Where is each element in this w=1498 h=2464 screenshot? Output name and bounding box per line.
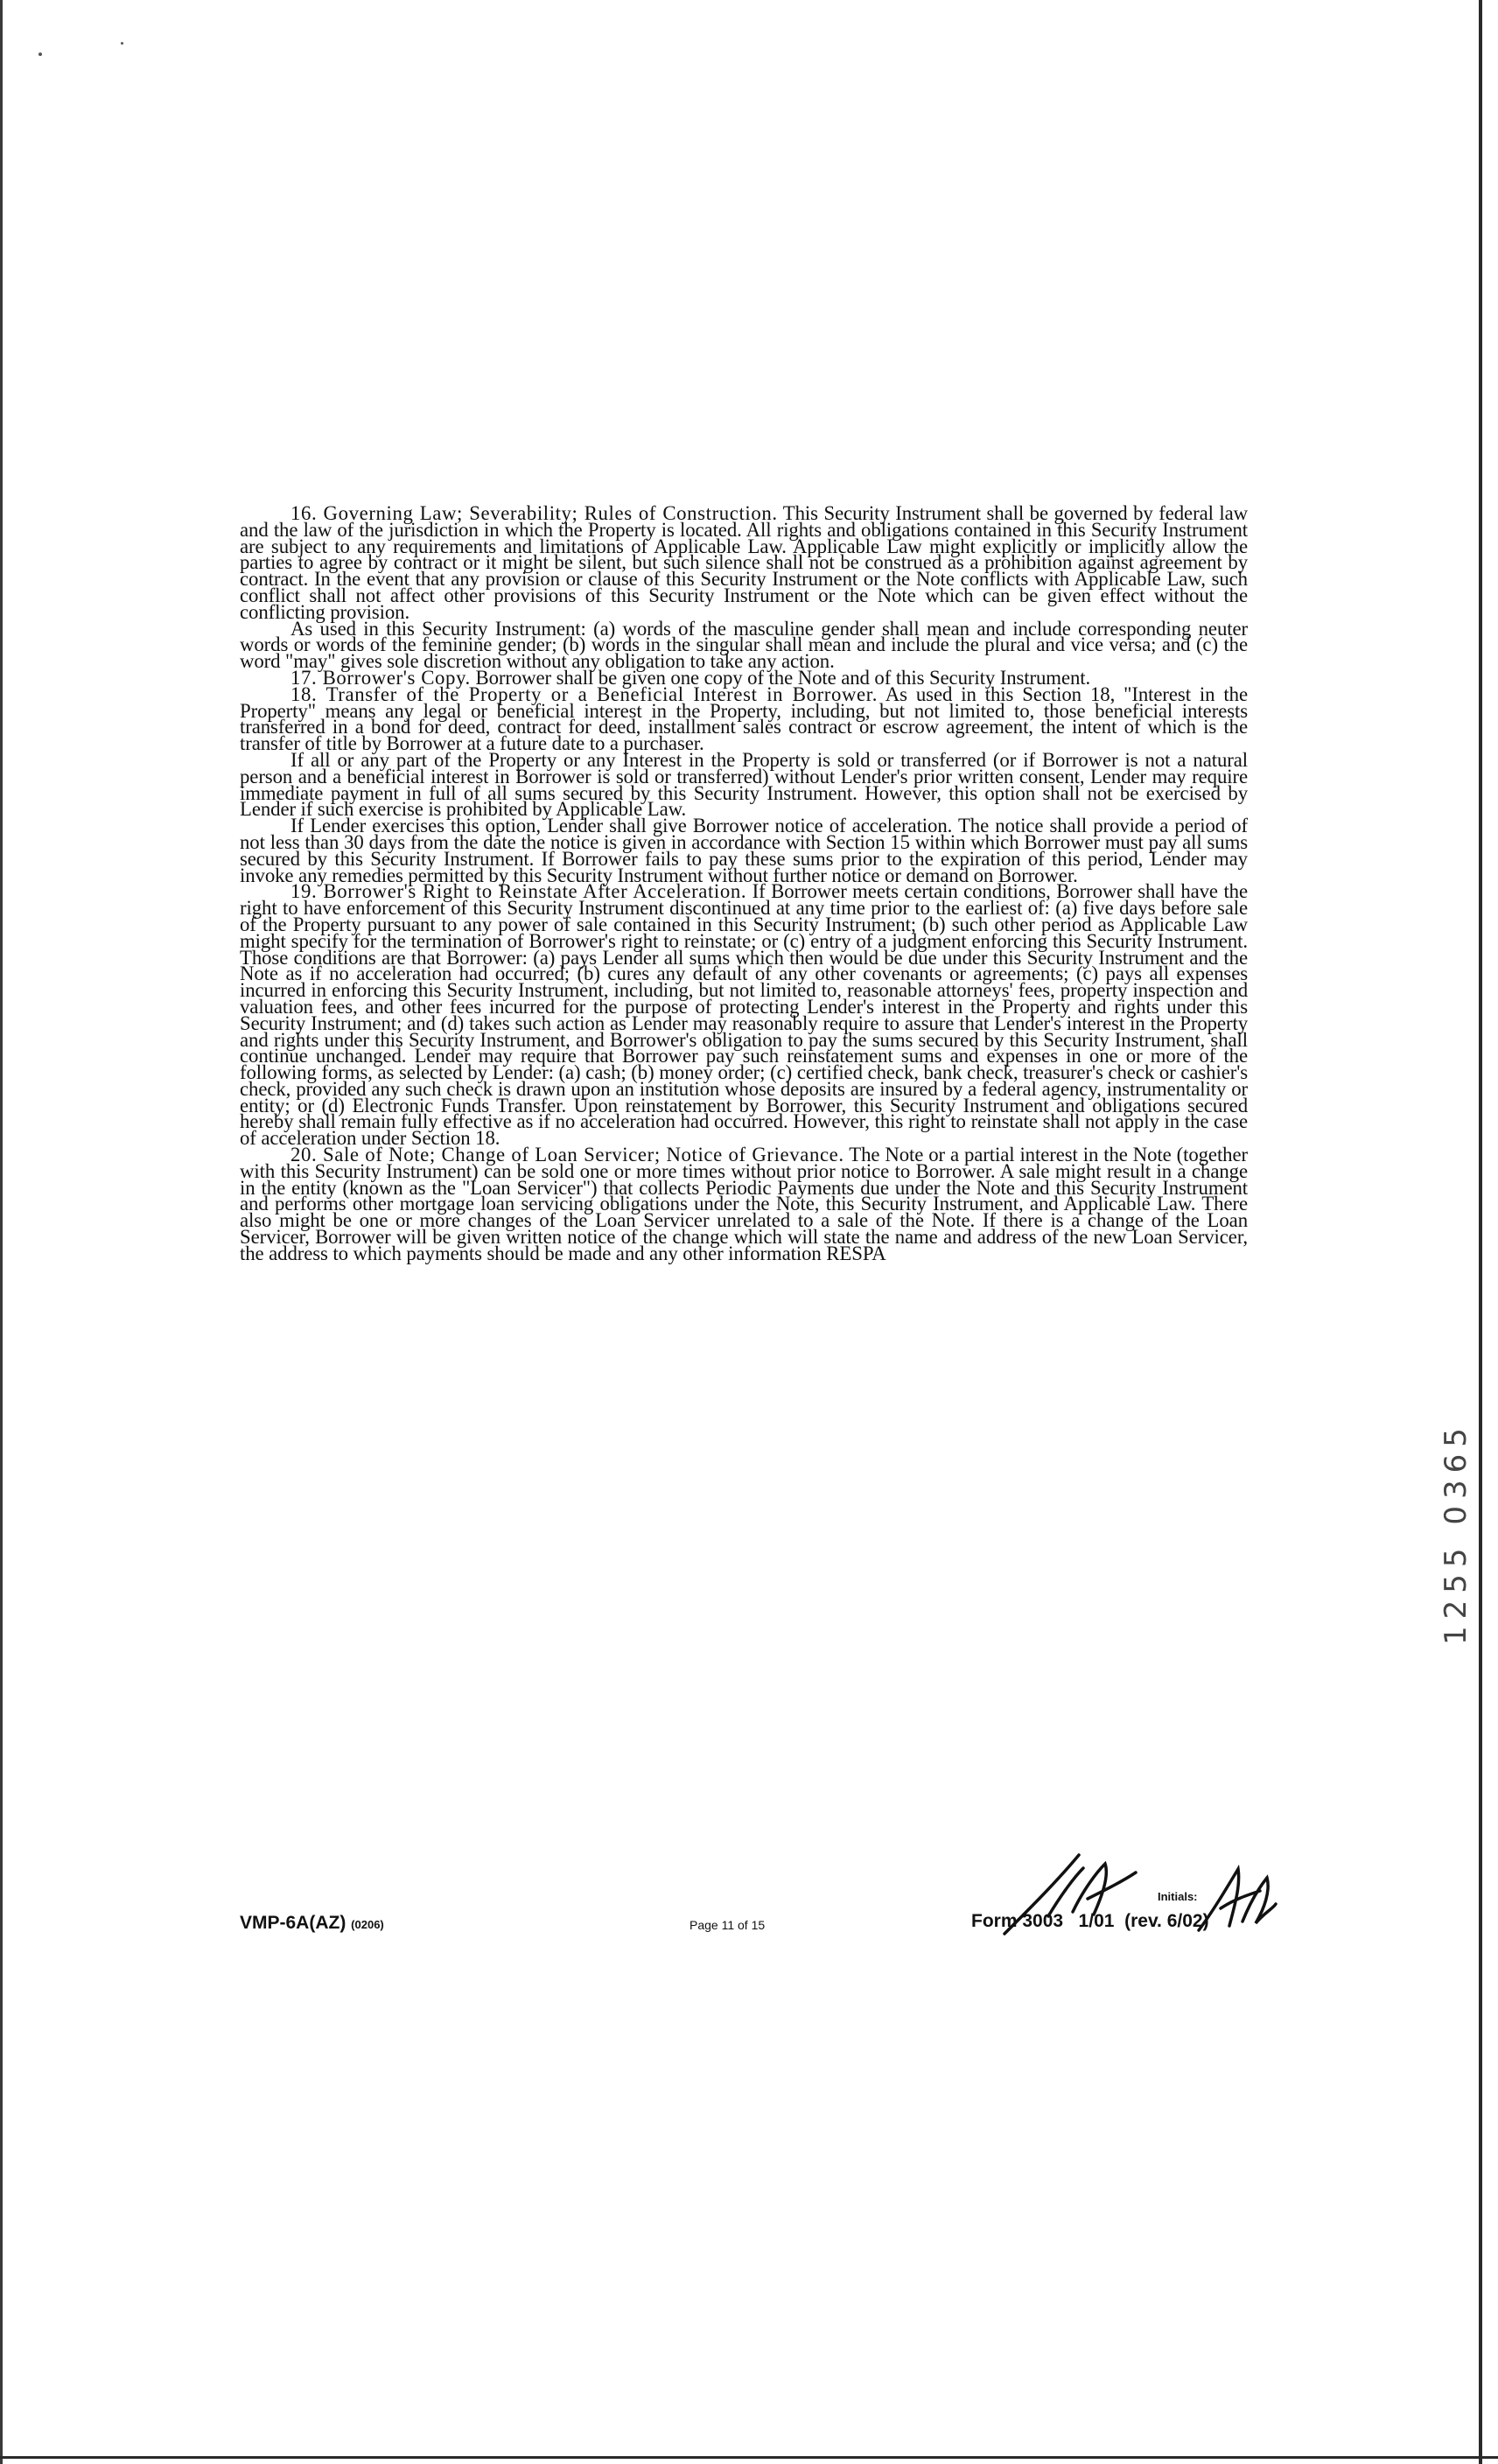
paragraph-text: The Note or a partial interest in the Note (together with this Security Instrument) can be sold one or more times without prior notice to Borrower. A sale might result in a change in the entity (known as the "Loan Servicer") that collects Periodic Payments due under the Note and this Security Instrument and performs other mortgage loan servicing obligations under the Note, this Security Instrument, and Applicable Law. There also might be one or more changes of the Loan Servicer unrelated to a sale of the Note. If there is a change of the Loan Servicer, Borrower will be given written notice of the change which will state the name and address of the new Loan Servicer, the address to which payments should be made and any other information RESPA [240,1144,1248,1264]
initials-label: Initials: [1158,1890,1198,1903]
signature-stroke [1004,1855,1136,1934]
paragraph-18-transfer [240,748,1248,821]
scan-speck [121,42,123,45]
paragraph-text: As used in this Section 18, "Interest in the Property" means any legal or beneficial interest in the Property, including, but not limited to, those beneficial interests transferred in a bond for deed, contract for deed, installment sales contract or escrow agreement, the intent of which is the transfer of title by Borrower at a future date to a purchaser. [240,682,1248,755]
form-code [240,1913,384,1934]
scan-edge-left [0,0,3,2464]
paragraph-19 [240,880,1248,1150]
form-number: Form 3003 1/01 (rev. 6/02) [971,1911,1209,1931]
form-code-suffix: (0206) [351,1918,384,1931]
recording-number: 1255 0365 [1438,1421,1474,1645]
borrower-initials-signature [996,1846,1144,1942]
section-heading-18: 18. Transfer of the Property or a Beneficial Interest in Borrower. [290,682,878,705]
paragraph-text: If all or any part of the Property or any Interest in the Property is sold or transferred (or if Borrower is not a natural person and a beneficial interest in Borrower is sold or transferred) without Lender's prior written consent, Lender may require immediate payment in full of all sums secured by this Security Instrument. However, this option shall not be exercised by Lender if such exercise is prohibited by Applicable Law. [240,748,1248,821]
section-heading-16: 16. Governing Law; Severability; Rules of Construction. [290,502,778,524]
section-heading-19: 19. Borrower's Right to Reinstate After Acceleration. [290,880,747,903]
scan-speck [38,52,42,56]
paragraph-text: Borrower shall be given one copy of the Note and of this Security Instrument. [470,666,1091,689]
paragraph-16-construction [240,617,1248,673]
scan-edge-bottom [0,2456,1498,2459]
section-heading-20: 20. Sale of Note; Change of Loan Servicer; Notice of Grievance. [290,1144,844,1166]
section-heading-17: 17. Borrower's Copy. [290,666,471,689]
document-body [240,502,1248,1264]
paragraph-18 [240,682,1248,755]
paragraph-text: If Borrower meets certain conditions, Borrower shall have the right to have enforcement of this Security Instrument discontinued at any time prior to the earliest of: (a) five days before sale of the Property pursuant to any power of sale contained in this Security Instrument; (b) such other period as Applicable Law might specify for the termination of Borrower's right to reinstate; or (c) entry of a judgment enforcing this Security Instrument. Those conditions are that Borrower: (a) pays Lender all sums which then would be due under this Security Instrument and the Note as if no acceleration had occurred; (b) cures any default of any other covenants or agreements; (c) pays all expenses incurred in enforcing this Security Instrument, including, but not limited to, reasonable attorneys' fees, property inspection and valuation fees, and other fees incurred for the purpose of protecting Lender's interest in the Property and rights under this Security Instrument; and (d) takes such action as Lender may reasonably require to assure that Lender's interest in the Property and rights under this Security Instrument, and Borrower's obligation to pay the sums secured by this Security Instrument, shall continue unchanged. Lender may require that Borrower pay such reinstatement sums and expenses in one or more of the following forms, as selected by Lender: (a) cash; (b) money order; (c) certified check, bank check, treasurer's check or cashier's check, provided any such check is drawn upon an institution whose deposits are insured by a federal agency, instrumentality or entity; or (d) Electronic Funds Transfer. Upon reinstatement by Borrower, this Security Instrument and obligations secured hereby shall remain fully effective as if no acceleration had occurred. However, this right to reinstate shall not apply in the case of acceleration under Section 18. [240,880,1248,1150]
paragraph-text: This Security Instrument shall be governed by federal law and the law of the jurisdiction in which the Property is located. All rights and obligations contained in this Security Instrument are subject to any requirements and limitations of Applicable Law. Applicable Law might explicitly or implicitly allow the parties to agree by contract or it might be silent, but such silence shall not be construed as a prohibition against agreement by contract. In the event that any provision or clause of this Security Instrument or the Note conflicts with Applicable Law, such conflict shall not affect other provisions of this Security Instrument or the Note which can be given effect without the conflicting provision. [240,502,1248,623]
recording-number-stamp [1438,1400,1474,1645]
scan-edge-right [1479,0,1482,2464]
coborrower-initials-signature [1190,1860,1278,1939]
page-number: Page 11 of 15 [690,1918,766,1932]
paragraph-18-acceleration [240,815,1248,886]
paragraph-text: As used in this Security Instrument: (a) words of the masculine gender shall mean and include corresponding neuter words or words of the feminine gender; (b) words in the singular shall mean and include the plural and vice versa; and (c) the word "may" gives sole discretion without any obligation to take any action. [240,617,1248,673]
paragraph-20 [240,1144,1248,1264]
signature-stroke [1199,1869,1276,1930]
paragraph-16 [240,502,1248,623]
form-code-main: VMP-6A(AZ) [240,1913,346,1933]
paragraph-text: If Lender exercises this option, Lender shall give Borrower notice of acceleration. The notice shall provide a period of not less than 30 days from the date the notice is given in accordance with Section 15 within which Borrower must pay all sums secured by this Security Instrument. If Borrower fails to pay these sums prior to the expiration of this period, Lender may invoke any remedies permitted by this Security Instrument without further notice or demand on Borrower. [240,815,1248,886]
